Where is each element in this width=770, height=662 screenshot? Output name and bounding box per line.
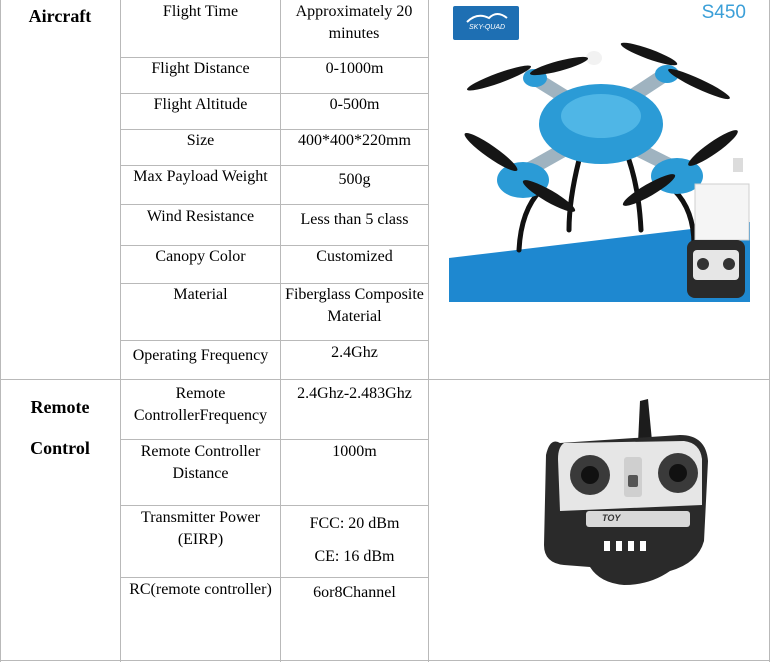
spec-label-rc-distance: Remote Controller Distance [140,443,261,482]
spec-label-flight-altitude: Flight Altitude [153,96,248,113]
spec-label-operating-frequency: Operating Frequency [132,347,269,364]
grid-line [120,577,428,578]
grid-line [428,0,429,662]
section-divider [0,379,770,380]
spec-value-canopy-color: Customized [316,248,393,265]
spec-value-flight-altitude: 0-500m [329,96,380,113]
spec-label-canopy-color: Canopy Color [155,248,246,265]
grid-line [120,340,428,341]
spec-value-size: 400*400*220mm [298,132,411,149]
spec-label-flight-time: Flight Time [162,3,239,20]
grid-line [120,204,428,205]
brand-logo-text: SKY-QUAD [469,24,506,31]
spec-value-operating-frequency: 2.4Ghz [331,344,378,361]
spec-label-flight-distance: Flight Distance [151,60,250,77]
spec-label-rc-channels: RC(remote controller) [129,581,272,598]
drone-model-label: S450 [701,2,746,23]
spec-value-wind-resistance: Less than 5 class [300,211,409,228]
rc-brand-text: TOY [602,513,621,523]
spec-value-flight-time: Approximately 20 minutes [295,3,413,42]
transmitter-power-ce: CE: 16 dBm [314,548,395,565]
grid-line [120,439,428,440]
grid-line [0,660,770,661]
spec-value-material: Fiberglass Composite Material [285,286,424,325]
transmitter-power-fcc: FCC: 20 dBm [309,515,400,532]
drone-product-image [449,0,750,302]
spec-value-flight-distance: 0-1000m [325,60,384,77]
spec-label-max-payload: Max Payload Weight [133,168,268,185]
remote-controller-image [520,395,720,595]
spec-label-size: Size [186,132,215,149]
group-heading-line: Remote [30,397,90,417]
grid-line [120,505,428,506]
group-heading-aircraft: Aircraft [28,6,92,26]
spec-value-rc-channels: 6or8Channel [313,584,396,601]
spec-value-max-payload: 500g [338,171,371,188]
spec-label-rc-frequency: Remote ControllerFrequency [133,385,268,424]
spec-value-transmitter-power [281,507,428,573]
drone-illustration [449,0,750,302]
grid-line [0,0,1,662]
transmitter-illustration [520,395,720,595]
spec-value-rc-distance: 1000m [332,443,377,460]
spec-value-rc-frequency: 2.4Ghz-2.483Ghz [297,385,412,402]
spec-label-material: Material [173,286,228,303]
spec-label-transmitter-power: Transmitter Power (EIRP) [141,509,260,548]
group-heading-remote-control [0,387,120,469]
spec-label-wind-resistance: Wind Resistance [146,208,255,225]
group-heading-line: Control [30,438,90,458]
